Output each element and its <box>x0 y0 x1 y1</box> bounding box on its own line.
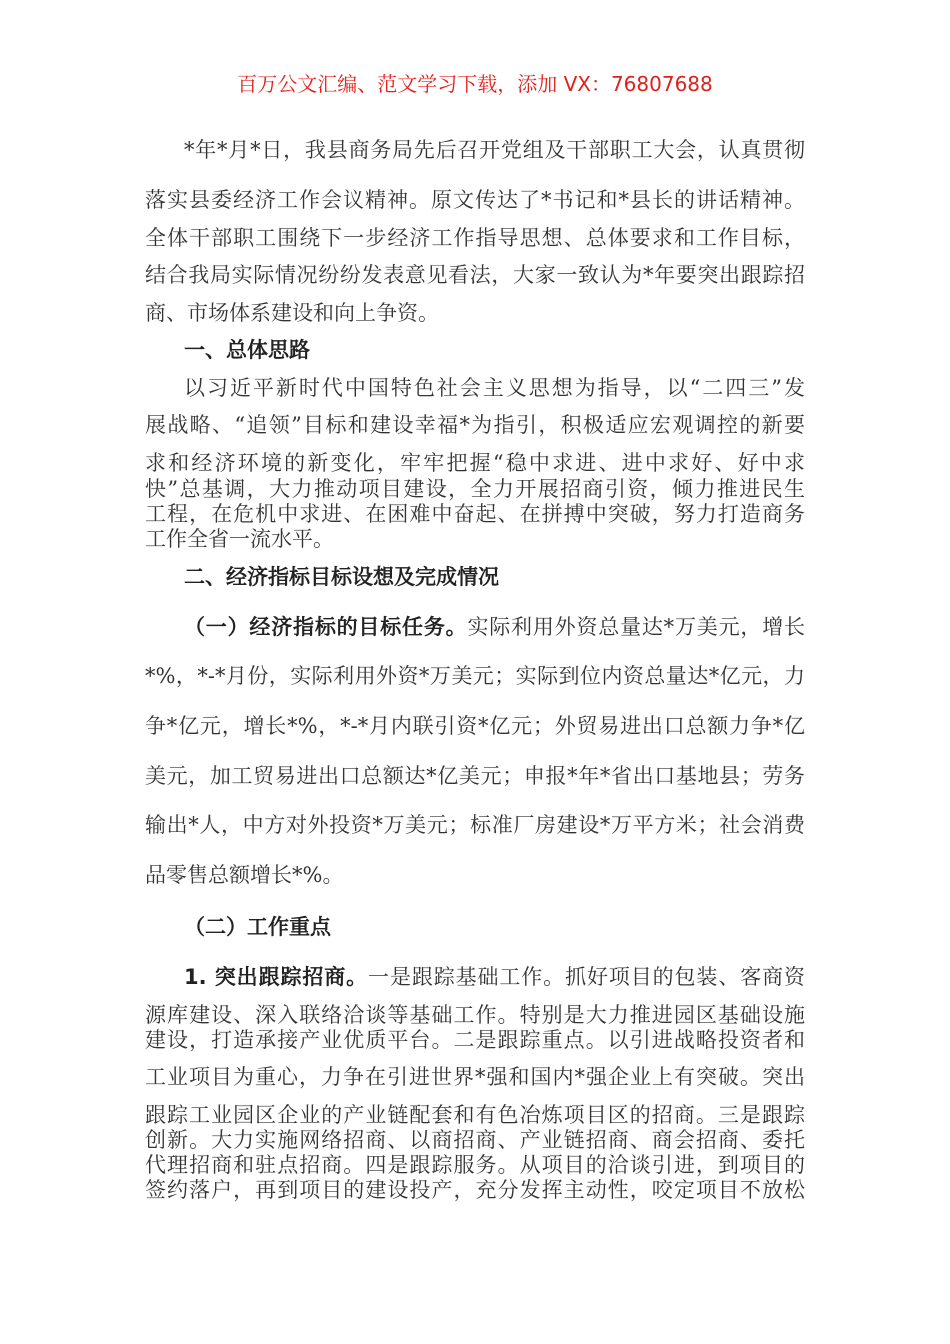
line-text: 输出*人，中方对外投资*万美元；标准厂房建设*万平方米；社会消费 <box>145 813 805 837</box>
line-text: 落实县委经济工作会议精神。原文传达了*书记和*县长的讲话精神。 <box>145 188 805 212</box>
line-text: 以习近平新时代中国特色社会主义思想为指导，以“二四三”发 <box>184 376 805 400</box>
paragraph-line <box>184 137 805 163</box>
paragraph-line <box>145 225 805 251</box>
bold-lead: 一、总体思路 <box>184 338 310 362</box>
line-text: 求和经济环境的新变化，牢牢把握“稳中求进、进中求好、好中求 <box>145 451 805 475</box>
paragraph-line <box>145 1102 805 1128</box>
line-text: 工作全省一流水平。 <box>145 527 334 551</box>
paragraph-line <box>145 412 805 438</box>
section-heading <box>184 337 805 363</box>
line-text: 品零售总额增长*%。 <box>145 863 344 887</box>
paragraph-line <box>145 663 805 689</box>
line-text: 结合我局实际情况纷纷发表意见看法，大家一致认为*年要突出跟踪招 <box>145 263 805 287</box>
line-text: 建设，打造承接产业优质平台。二是跟踪重点。以引进战略投资者和 <box>145 1028 805 1052</box>
paragraph-line <box>145 1127 805 1153</box>
paragraph-line <box>145 300 805 326</box>
line-text: 展战略、“追领”目标和建设幸福*为指引，积极适应宏观调控的新要 <box>145 413 805 437</box>
paragraph-line <box>145 1027 805 1053</box>
paragraph-line <box>145 812 805 838</box>
line-text: 跟踪工业园区企业的产业链配套和有色冶炼项目区的招商。三是跟踪 <box>145 1103 805 1127</box>
line-text: 快”总基调，大力推动项目建设，全力开展招商引资，倾力推进民生 <box>145 477 805 501</box>
bold-lead: 二、经济指标目标设想及完成情况 <box>184 565 499 589</box>
line-text: 创新。大力实施网络招商、以商招商、产业链招商、商会招商、委托 <box>145 1128 805 1152</box>
paragraph-line <box>145 450 805 476</box>
paragraph-line <box>145 862 805 888</box>
paragraph-line <box>145 1064 805 1090</box>
line-text: 源库建设、深入联络洽谈等基础工作。特别是大力推进园区基础设施 <box>145 1003 805 1027</box>
paragraph-line <box>184 964 805 990</box>
paragraph-line <box>145 187 805 213</box>
paragraph-line <box>184 375 805 401</box>
paragraph-line <box>145 713 805 739</box>
line-text: 工程，在危机中求进、在困难中奋起、在拼搏中突破，努力打造商务 <box>145 502 805 526</box>
paragraph-line <box>145 262 805 288</box>
line-text: 一是跟踪基础工作。抓好项目的包装、客商资 <box>368 965 805 989</box>
bold-lead: 1. 突出跟踪招商。 <box>184 965 369 989</box>
line-text: 实际利用外资总量达*万美元，增长 <box>467 615 806 639</box>
section-heading <box>184 914 805 940</box>
line-text: 全体干部职工围绕下一步经济工作指导思想、总体要求和工作目标， <box>145 226 805 250</box>
paragraph-line <box>145 1177 805 1203</box>
paragraph-line <box>184 614 805 640</box>
line-text: 商、市场体系建设和向上争资。 <box>145 301 439 325</box>
paragraph-line <box>145 1002 805 1028</box>
line-text: 争*亿元，增长*%，*-*月内联引资*亿元；外贸易进出口总额力争*亿 <box>145 714 805 738</box>
paragraph-line <box>145 476 805 502</box>
section-heading <box>184 564 805 590</box>
bold-lead: （二）工作重点 <box>184 915 331 939</box>
line-text: *年*月*日，我县商务局先后召开党组及干部职工大会，认真贯彻 <box>184 138 805 162</box>
paragraph-line <box>145 526 805 552</box>
paragraph-line <box>145 501 805 527</box>
bold-lead: （一）经济指标的目标任务。 <box>184 615 468 639</box>
paragraph-line <box>145 1152 805 1178</box>
watermark-header: 百万公文汇编、范文学习下载，添加 VX：76807688 <box>237 72 713 96</box>
line-text: 代理招商和驻点招商。四是跟踪服务。从项目的洽谈引进，到项目的 <box>145 1153 805 1177</box>
line-text: *%，*-*月份，实际利用外资*万美元；实际到位内资总量达*亿元，力 <box>145 664 805 688</box>
line-text: 签约落户，再到项目的建设投产，充分发挥主动性，咬定项目不放松 <box>145 1178 805 1202</box>
line-text: 美元，加工贸易进出口总额达*亿美元；申报*年*省出口基地县；劳务 <box>145 764 805 788</box>
line-text: 工业项目为重心，力争在引进世界*强和国内*强企业上有突破。突出 <box>145 1065 805 1089</box>
paragraph-line <box>145 763 805 789</box>
